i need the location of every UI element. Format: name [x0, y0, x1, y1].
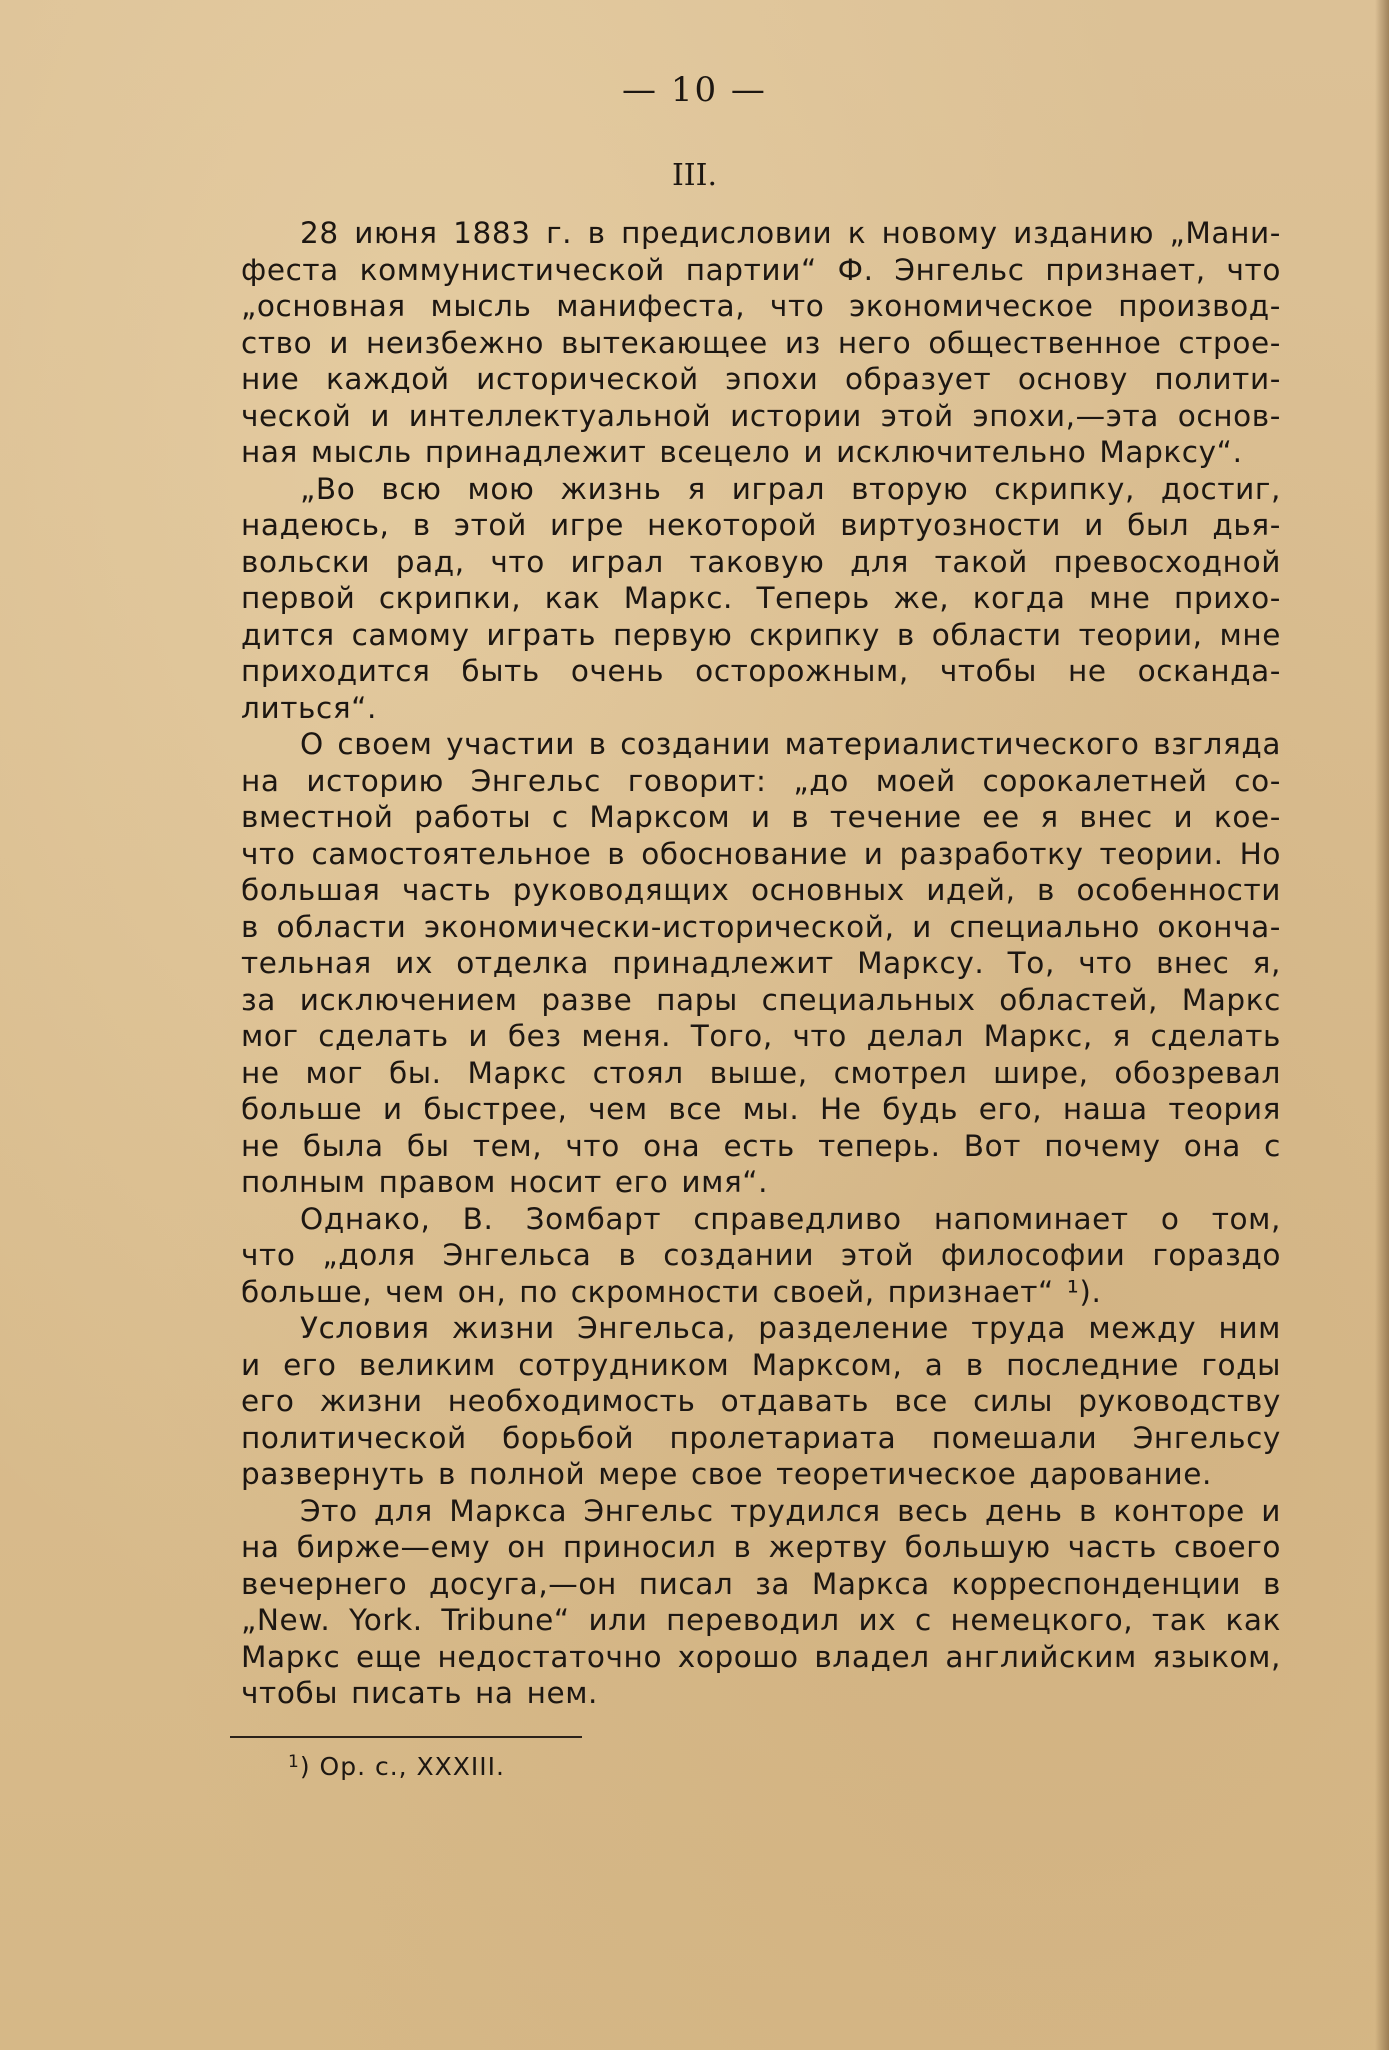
text-line: „основная мысль манифеста, что экономическое производ- [241, 289, 1281, 323]
footnote [288, 1752, 505, 1781]
text-line: и его великим сотрудником Марксом, а в последние годы [241, 1347, 1281, 1382]
text-line: не была бы тем, что она есть теперь. Вот почему она с [241, 1128, 1281, 1163]
text-line: ство и неизбежно вытекающее из него общественное строе- [241, 325, 1281, 360]
text-line: в области экономически-исторической, и специально оконча- [241, 909, 1281, 944]
text-line: „Во всю мою жизнь я играл вторую скрипку, достиг, [300, 471, 1281, 506]
text-line: Маркс еще недостаточно хорошо владел английским языком, [241, 1639, 1281, 1674]
page-edge-shadow [1375, 0, 1389, 2050]
text-line: за исключением разве пары специальных областей, Маркс [241, 982, 1281, 1017]
page-number: — 10 — [622, 70, 767, 110]
text-line: дится самому играть первую скрипку в области теории, мне [241, 617, 1281, 652]
section-title: III. [671, 158, 718, 193]
text-line: больше, чем он, по скромности своей, признает“ ¹). [241, 1274, 1102, 1309]
text-line: Условия жизни Энгельса, разделение труда между ним [300, 1311, 1281, 1345]
text-line: что самостоятельное в обоснование и разработку теории. Но [241, 836, 1281, 871]
text-line: литься“. [241, 690, 378, 725]
text-line: надеюсь, в этой игре некоторой виртуозности и был дья- [241, 508, 1281, 542]
text-line: вольски рад, что играл таковую для такой превосходной [241, 544, 1281, 579]
text-line: приходится быть очень осторожным, чтобы не оскандa- [241, 654, 1281, 688]
text-line: на историю Энгельс говорит: „до моей сорокалетней со- [241, 763, 1281, 798]
text-line: феста коммунистической партии“ Ф. Энгельс признает, что [241, 252, 1281, 287]
text-line: 28 июня 1883 г. в предисловии к новому изданию „Мани- [300, 216, 1281, 250]
text-line: чтобы писать на нем. [241, 1676, 599, 1710]
text-line: вечернего досуга,—он писал за Маркса корреспонденции в [241, 1566, 1281, 1601]
text-line: что „доля Энгельса в создании этой философии гораздо [241, 1238, 1281, 1272]
footnote-text: ) Op. c., XXXIII. [299, 1752, 505, 1781]
text-line: ная мысль принадлежит всецело и исключительно Марксу“. [241, 435, 1243, 469]
footnote-marker: 1 [288, 1752, 300, 1772]
text-line: „New. York. Tribune“ или переводил их с немецкого, так как [241, 1603, 1281, 1637]
text-line: мог сделать и без меня. Того, что делал Маркс, я сделать [241, 1019, 1281, 1053]
text-line: тельная их отделка принадлежит Марксу. То, что внес я, [241, 946, 1281, 980]
text-line: на бирже—ему он приносил в жертву большую часть своего [241, 1530, 1281, 1564]
text-line: ческой и интеллектуальной истории этой эпохи,—эта основ- [241, 398, 1281, 433]
body-text [241, 215, 1281, 1712]
text-line: первой скрипки, как Маркс. Теперь же, когда мне прихо- [241, 581, 1281, 615]
text-line: Это для Маркса Энгельс трудился весь день в конторе и [300, 1493, 1281, 1528]
text-line: О своем участии в создании материалистического взгляда [300, 727, 1281, 761]
text-line: вместной работы с Марксом и в течение ее я внес и кое- [241, 800, 1281, 834]
text-line: не мог бы. Маркс стоял выше, смотрел шире, обозревал [241, 1055, 1281, 1090]
text-line: большая часть руководящих основных идей, в особенности [241, 873, 1281, 907]
text-line: ние каждой исторической эпохи образует основу полити- [241, 362, 1281, 396]
text-line: Однако, В. Зомбарт справедливо напоминает о том, [300, 1201, 1281, 1236]
footnote-divider [230, 1736, 582, 1738]
text-line: полным правом носит его имя“. [241, 1165, 769, 1199]
text-line: политической борьбой пролетариата помешали Энгельсу [241, 1420, 1281, 1455]
text-line: больше и быстрее, чем все мы. Не будь его, наша теория [241, 1092, 1281, 1126]
text-line: развернуть в полной мере свое теоретическое дарование. [241, 1457, 1213, 1491]
text-line: его жизни необходимость отдавать все силы руководству [241, 1384, 1281, 1418]
